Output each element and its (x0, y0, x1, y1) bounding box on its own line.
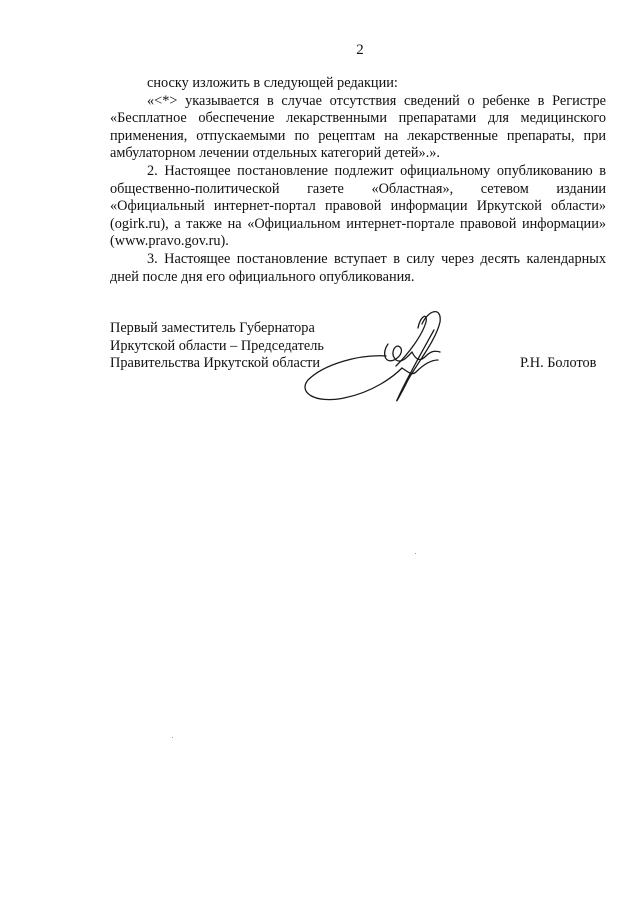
signatory-title-line: Правительства Иркутской области (110, 355, 321, 372)
paragraph-footnote-intro: сноску изложить в следующей редакции: (147, 75, 398, 91)
scan-speck (172, 737, 173, 738)
document-body (110, 75, 606, 286)
signatory-title-line: Иркутской области – Председатель (110, 337, 324, 354)
scan-speck (415, 553, 416, 554)
page-number: 2 (356, 42, 364, 58)
paragraph-effective-date: 3. Настоящее постановление вступает в силу через десять календарных дней после дня его официального опубликования. (110, 250, 606, 285)
signatory-title-line: Первый заместитель Губернатора (110, 320, 315, 336)
handwritten-signature (290, 300, 460, 410)
signatory-name: Р.Н. Болотов (520, 355, 597, 371)
paragraph-footnote-text: «<*> указывается в случае отсутствия сведений о ребенке в Регистре «Бесплатное обеспечение лекарственными препаратами для медицинского применения, отпускаемыми по рецептам на лекарственные препараты, при амбулаторном лечении отдельных категорий детей».». (110, 92, 606, 162)
paragraph-publication: 2. Настоящее постановление подлежит официальному опубликованию в общественно-политической газете «Областная», сетевом издании «Официальный интернет-портал правовой информации Иркутской области» (ogirk.ru), а также на «Официальном интернет-портале правовой информации» (www.pravo.gov.ru). (110, 162, 606, 250)
